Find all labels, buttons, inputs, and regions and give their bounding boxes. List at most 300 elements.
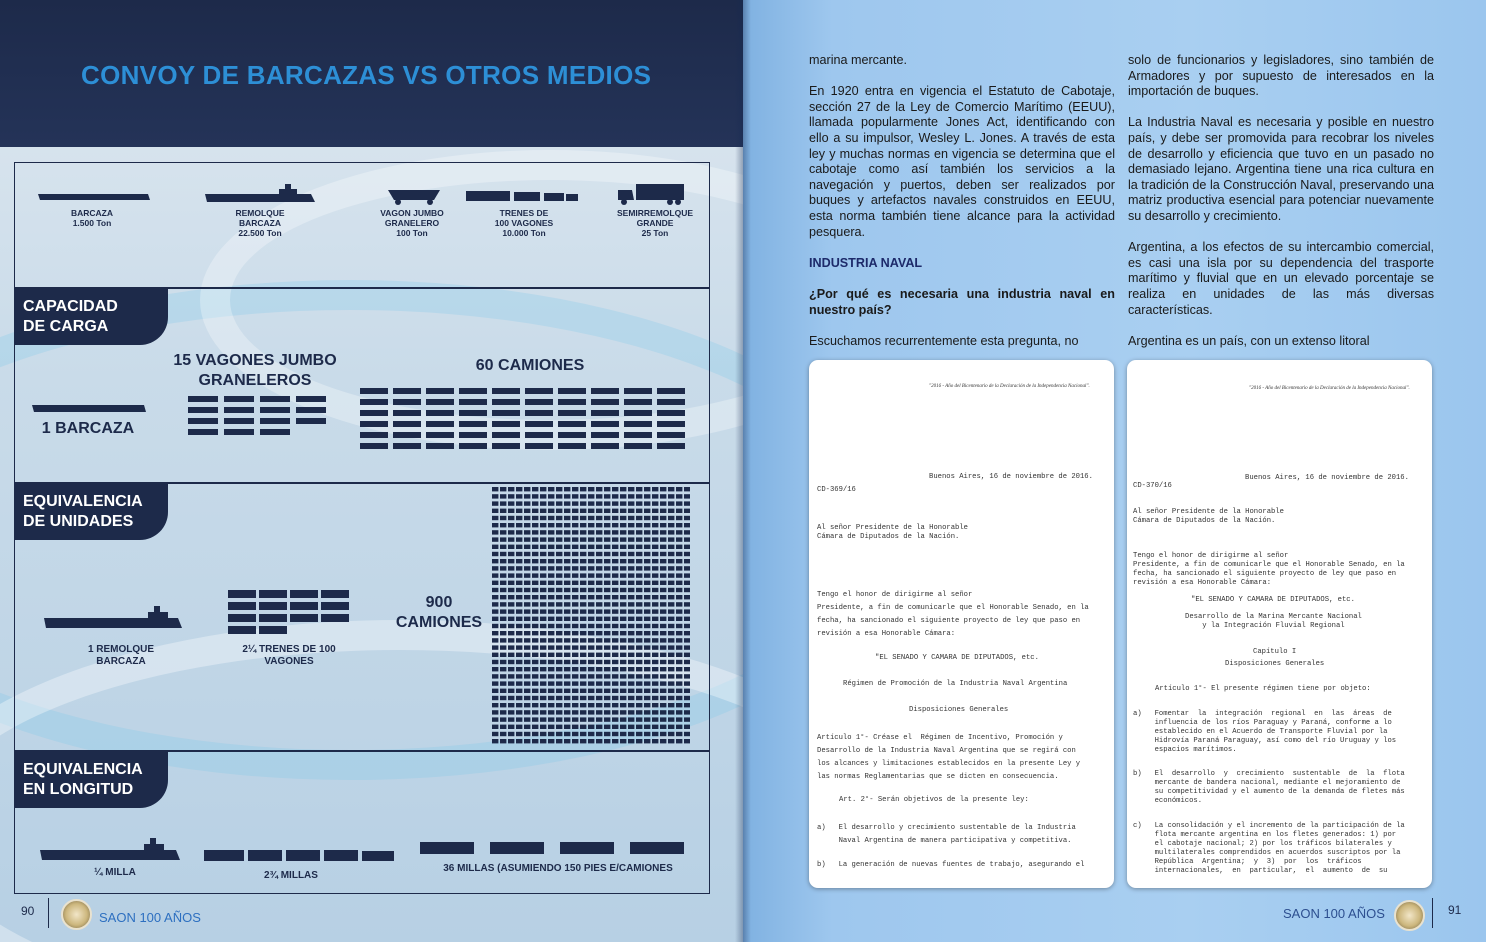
truck-icon [644,573,650,577]
truck-icon [612,645,618,649]
truck-icon [516,537,522,541]
truck-icon [676,667,682,671]
truck-icon [636,516,642,520]
truck-icon [500,530,506,534]
truck-icon [556,581,562,585]
truck-icon [564,516,570,520]
truck-icon [644,638,650,642]
truck-icon [660,523,666,527]
truck-icon [588,530,594,534]
train-car-icon [321,602,349,610]
truck-icon [604,638,610,642]
label-quarter-mile: ¼ MILLA [94,867,136,878]
truck-icon [564,739,570,743]
truck-icon [660,638,666,642]
truck-icon [492,566,498,570]
truck-icon [572,696,578,700]
truck-icon [572,566,578,570]
truck-icon [500,732,506,736]
truck-icon [556,660,562,664]
truck-icon [676,537,682,541]
truck-icon [532,732,538,736]
truck-icon [524,494,530,498]
truck-icon [556,638,562,642]
truck-icon [588,588,594,592]
section-tab-length: EQUIVALENCIA EN LONGITUD [14,751,168,808]
truck-icon [508,681,514,685]
truck-icon [604,487,610,491]
truck-icon [588,674,594,678]
truck-icon [532,674,538,678]
truck-icon [556,509,562,513]
truck-icon [572,588,578,592]
truck-icon [360,410,388,416]
truck-icon [628,631,634,635]
truck-icon [636,717,642,721]
truck-icon [668,588,674,592]
truck-icon [532,710,538,714]
truck-icon [676,617,682,621]
truck-icon [604,501,610,505]
truck-icon [684,660,690,664]
truck-icon [532,523,538,527]
truck-icon [492,501,498,505]
truck-icon [540,573,546,577]
letter-header: "2016 - Año del Bicentenario de la Declaración de la Independencia Nacional". [929,384,1090,389]
truck-icon [660,559,666,563]
truck-icon [596,703,602,707]
truck-icon [628,660,634,664]
truck-icon [572,530,578,534]
truck-icon [668,602,674,606]
truck-icon [684,494,690,498]
truck-icon [508,638,514,642]
truck-icon [604,509,610,513]
truck-icon [580,581,586,585]
truck-icon [660,696,666,700]
truck-icon [540,732,546,736]
truck-icon [508,501,514,505]
truck-icon [604,681,610,685]
truck-icon [500,516,506,520]
truck-icon [668,696,674,700]
truck-icon [572,717,578,721]
truck-icon [524,559,530,563]
truck-icon [612,674,618,678]
truck-icon [676,631,682,635]
truck-icon [676,573,682,577]
truck-icon [492,617,498,621]
truck-icon [652,566,658,570]
top-label-wagon: VAGON JUMBO GRANELERO 100 Ton [380,208,444,238]
truck-icon [588,602,594,606]
truck-icon [636,645,642,649]
truck-icon [524,660,530,664]
truck-icon [556,717,562,721]
truck-icon [524,739,530,743]
truck-icon [684,725,690,729]
truck-icon [540,653,546,657]
paragraph: solo de funcionarios y legisladores, sino también de Armadores y por supuesto de interesados en la importación de buques. [1128,53,1434,99]
truck-icon [516,617,522,621]
truck-icon [572,501,578,505]
truck-icon [636,523,642,527]
truck-icon [500,725,506,729]
truck-icon [657,432,685,438]
truck-icon [508,537,514,541]
truck-icon [540,624,546,628]
truck-icon [564,732,570,736]
truck-icon [558,399,586,405]
truck-icon [612,501,618,505]
truck-icon [492,681,498,685]
truck-icon [572,681,578,685]
truck-icon [500,494,506,498]
letter-recipient: Al señor Presidente de la Honorable Cámara de Diputados de la Nación. [817,524,968,541]
truck-icon [591,432,619,438]
truck-icon [588,494,594,498]
truck-icon [540,703,546,707]
truck-icon [580,638,586,642]
footer-brand-left: SAON 100 AÑOS [99,910,201,925]
truck-icon [580,516,586,520]
truck-icon [652,624,658,628]
truck-icon [668,732,674,736]
truck-icon [556,545,562,549]
top-label-barge: BARCAZA 1.500 Ton [70,208,114,228]
truck-icon [660,501,666,505]
truck-icon [556,609,562,613]
truck-icon [572,739,578,743]
truck-icon [652,696,658,700]
truck-icon [676,717,682,721]
truck-icon [612,653,618,657]
letter-item: b) El desarrollo y crecimiento sustentable de la flota mercante de bandera nacional, mediante el mejoramiento de su competitividad y el aumento de la demanda de fletes más económicos. [1133,770,1405,805]
truck-icon [620,523,626,527]
train-car-icon [259,590,287,598]
letter-item: c) La consolidación y el incremento de la participación de la flota mercante argentina en los fletes generados: 1) por el cabotaje nacional; 2) por los tráficos bilaterales y multilaterales comprendidos en acuerdos suscriptos por la República Argentina; y 3) por los tráficos internacionales, en particular, el aumento de su [1133,822,1405,875]
truck-icon [628,545,634,549]
truck-icon [628,717,634,721]
train-car-icon [228,590,256,598]
truck-icon [684,523,690,527]
truck-icon [564,573,570,577]
truck-icon [652,501,658,505]
truck-icon [492,537,498,541]
truck-icon [676,487,682,491]
truck-icon [604,559,610,563]
barge-icon [30,402,148,414]
truck-icon [604,530,610,534]
truck-icon [580,602,586,606]
truck-icon [572,674,578,678]
truck-icon [628,617,634,621]
train-grid [228,590,354,638]
truck-icon [620,545,626,549]
truck-icon [524,617,530,621]
truck-icon [524,631,530,635]
truck-icon [492,530,498,534]
top-label-semitrailer: SEMIRREMOLQUE GRANDE 25 Ton [616,208,694,238]
truck-icon [516,703,522,707]
truck-icon [500,595,506,599]
truck-icon [668,559,674,563]
truck-icon [524,696,530,700]
truck-icon [548,523,554,527]
truck-icon [628,487,634,491]
truck-icon [612,516,618,520]
truck-icon [660,710,666,714]
truck-icon [508,523,514,527]
truck-icon [556,537,562,541]
truck-icon [580,588,586,592]
train-car-icon [259,602,287,610]
truck-icon [532,638,538,642]
truck-icon [676,653,682,657]
truck-icon [524,595,530,599]
truck-icon [564,710,570,714]
truck-icon [636,725,642,729]
truck-icon [644,545,650,549]
truck-icon [500,559,506,563]
truck-icon [604,537,610,541]
truck-icon [588,667,594,671]
truck-icon [684,710,690,714]
truck-icon [500,487,506,491]
truck-icon [596,609,602,613]
truck-icon [644,674,650,678]
paragraph: Argentina es un país, con un extenso litoral [1128,333,1370,348]
truck-icon [560,842,614,854]
truck-icon [572,509,578,513]
truck-icon [524,703,530,707]
truck-icon [426,388,454,394]
truck-icon [558,421,586,427]
truck-icon [524,717,530,721]
truck-icon [644,725,650,729]
letter-ref: CD-369/16 [817,486,856,494]
truck-icon [500,696,506,700]
letter-item: a) Fomentar la integración regional en las áreas de influencia de los ríos Paraguay y Paraná, conforme a lo establecido en el Acuerdo de Transporte Fluvial por la Hidrovía Paraná Paraguay, así como del río Uruguay y los espacios marítimos. [1133,710,1397,754]
truck-icon [580,645,586,649]
truck-icon [652,545,658,549]
paragraph: Argentina, a los efectos de su intercambio comercial, es casi una isla por su dependencia del trasporte marítimo y fluvial que en un elevado porcentaje se realiza en unidades de las más diversas características. [1128,240,1434,317]
truck-icon [524,689,530,693]
truck-icon [524,545,530,549]
label-trains: 2¼ TRENES DE 100 VAGONES [242,644,336,667]
truck-icon [620,732,626,736]
truck-icon [588,689,594,693]
truck-icon [612,725,618,729]
truck-icon [556,624,562,628]
truck-icon [660,703,666,707]
truck-icon [620,595,626,599]
truck-icon [612,660,618,664]
truck-icon [532,516,538,520]
truck-icon [572,537,578,541]
truck-icon [676,732,682,736]
truck-icon [604,710,610,714]
truck-icon [668,573,674,577]
truck-icon [620,537,626,541]
truck-icon [628,523,634,527]
letter-image-cd369 [809,360,1114,888]
truck-icon [540,660,546,664]
truck-icon [524,653,530,657]
truck-icon [660,516,666,520]
top-label-tow: REMOLQUE BARCAZA 22.500 Ton [235,208,285,238]
truck-icon [644,660,650,664]
truck-icon [684,602,690,606]
truck-icon [620,638,626,642]
truck-icon [636,681,642,685]
semitrailer-icon [616,182,686,206]
page-number-left: 90 [21,904,35,918]
truck-icon [500,501,506,505]
truck-icon [624,399,652,405]
truck-icon [360,399,388,405]
truck-icon [492,559,498,563]
truck-icon [644,645,650,649]
truck-icon [532,566,538,570]
truck-icon [580,681,586,685]
truck-icon [604,732,610,736]
truck-icon [652,617,658,621]
truck-icon [668,717,674,721]
train-car-icon [321,590,349,598]
truck-icon [684,681,690,685]
jumbo-wagon-icon [386,186,442,206]
truck-icon [684,624,690,628]
truck-icon [684,674,690,678]
truck-icon [636,509,642,513]
letter-section: Disposiciones Generales [909,706,1009,714]
truck-icon [604,588,610,592]
truck-icon [636,501,642,505]
truck-icon [556,645,562,649]
truck-icon [636,559,642,563]
label-miles: 2¾ MILLAS [264,870,318,881]
truck-icon [492,717,498,721]
truck-icon [684,645,690,649]
truck-icon [624,443,652,449]
truck-icon [660,617,666,621]
truck-icon [684,595,690,599]
truck-icon [426,399,454,405]
truck-icon [596,566,602,570]
truck-icon [660,645,666,649]
letter-article: Artículo 1°- El presente régimen tiene por objeto: [1155,685,1371,693]
truck-icon [564,638,570,642]
truck-icon [516,573,522,577]
footer-divider [1432,898,1433,928]
truck-icon [628,530,634,534]
truck-icon [492,399,520,405]
truck-icon [612,573,618,577]
truck-icon [532,645,538,649]
truck-icon [516,710,522,714]
truck-icon [548,653,554,657]
truck-icon [524,732,530,736]
truck-icon [572,710,578,714]
truck-icon [636,696,642,700]
truck-icon [508,660,514,664]
truck-icon [492,581,498,585]
truck-icon [620,487,626,491]
truck-icon [604,674,610,678]
truck-icon [580,523,586,527]
truck-icon [620,588,626,592]
truck-icon [684,530,690,534]
truck-icon [636,602,642,606]
truck-icon [492,638,498,642]
truck-icon [588,717,594,721]
truck-icon [644,487,650,491]
truck-icon [612,566,618,570]
right-page [743,0,1486,942]
truck-icon [516,653,522,657]
truck-icon [628,739,634,743]
truck-icon [620,609,626,613]
truck-icon [668,689,674,693]
truck-icon [604,581,610,585]
truck-icon [532,509,538,513]
truck-icon [620,573,626,577]
truck-icon [516,487,522,491]
truck-icon [548,581,554,585]
truck-icon [548,609,554,613]
truck-icon [492,645,498,649]
train-car-icon [290,602,318,610]
truck-icon [508,509,514,513]
truck-icon [548,739,554,743]
truck-icon [591,443,619,449]
truck-icon [628,566,634,570]
truck-icon [393,399,421,405]
truck-icon [540,617,546,621]
truck-icon [676,739,682,743]
truck-icon [492,595,498,599]
truck-icon [604,617,610,621]
truck-icon [556,588,562,592]
truck-icon [652,530,658,534]
truck-icon [636,638,642,642]
truck-icon [676,559,682,563]
truck-icon [588,696,594,700]
truck-icon [620,516,626,520]
truck-icon [604,667,610,671]
truck-icon [612,667,618,671]
truck-icon [516,602,522,606]
truck-icon [564,689,570,693]
truck-icon [572,602,578,606]
truck-icon [524,710,530,714]
truck-icon [500,552,506,556]
paragraph: La Industria Naval es necesaria y posible en nuestro país, y debe ser promovida para recobrar los niveles de desarrollo y eficiencia que tuvo en un pasado no demasiado lejano. Argentina tiene una rica cultura en la tradición de la Construcción Naval, preservando una matriz productiva esencial para potenciar nuevamente su desarrollo y crecimiento. [1128,115,1434,223]
truck-icon [564,602,570,606]
truck-icon [500,638,506,642]
truck-icon [684,552,690,556]
truck-icon [516,689,522,693]
truck-icon [604,660,610,664]
truck-icon [628,609,634,613]
truck-icon [524,501,530,505]
truck-icon [459,399,487,405]
truck-icon [524,667,530,671]
truck-icon [426,421,454,427]
truck-icon [564,725,570,729]
truck-icon [556,710,562,714]
